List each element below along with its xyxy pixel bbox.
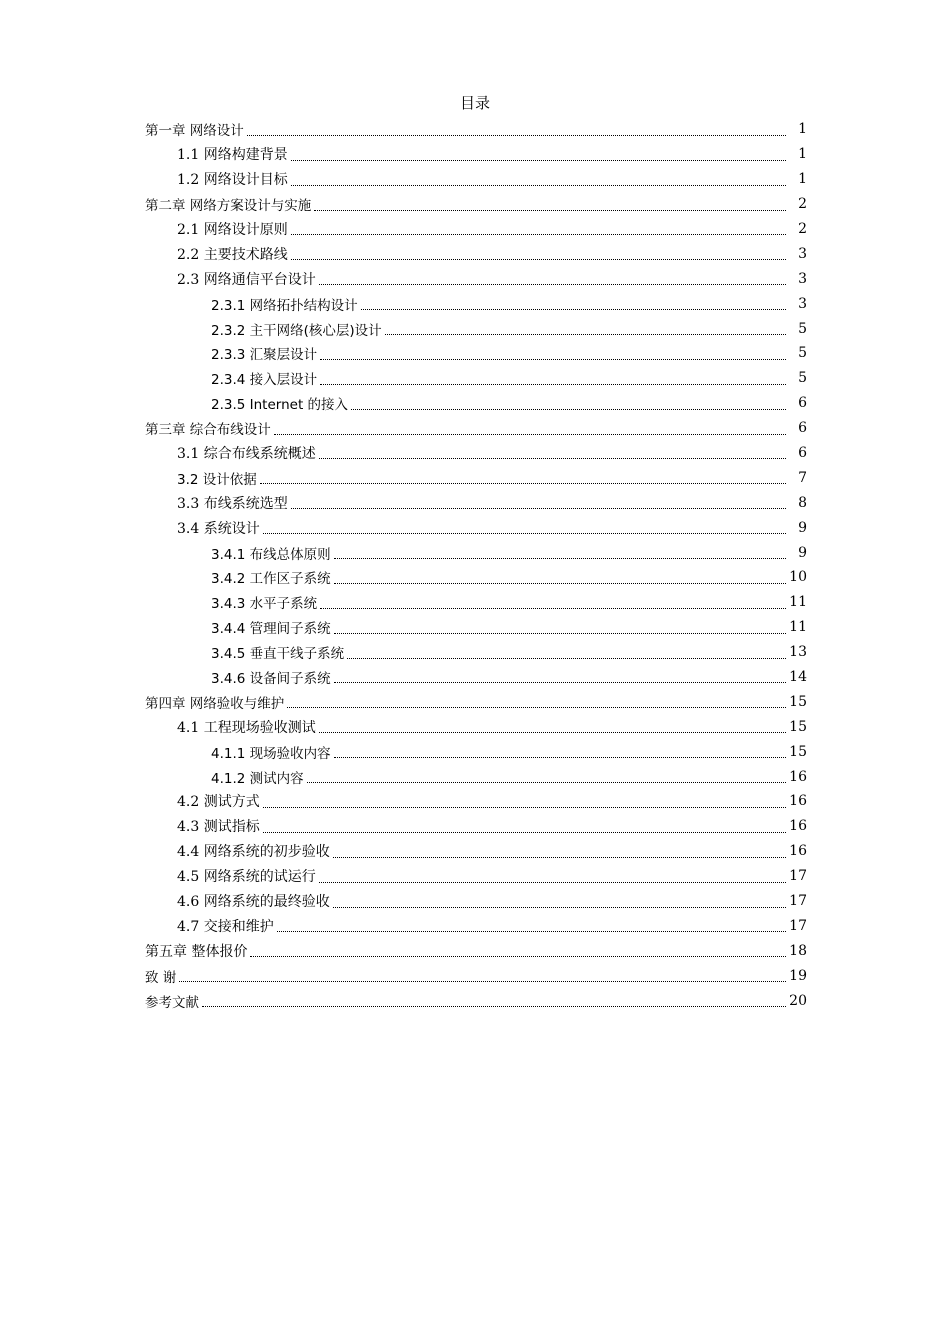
toc-title: 目录 (459, 94, 490, 112)
toc-entry-page-number: 15 (789, 693, 807, 710)
toc-entry[interactable] (145, 391, 807, 416)
dot-leader (291, 177, 786, 186)
dot-leader (250, 948, 786, 957)
toc-entry-page-number: 11 (789, 594, 807, 611)
toc-entry-label: 第二章 网络方案设计与实施 (145, 198, 312, 215)
toc-entry-page-number: 9 (798, 519, 807, 536)
toc-entry[interactable] (145, 241, 807, 266)
toc-entry[interactable] (145, 366, 807, 391)
toc-entry-page-number: 6 (798, 395, 807, 412)
toc-entry-page-number: 16 (789, 793, 807, 810)
toc-entry[interactable] (145, 465, 807, 490)
dot-leader (320, 600, 786, 609)
toc-entry-page-number: 6 (798, 420, 807, 437)
toc-entry-label: 2.2 主要技术路线 (177, 246, 288, 263)
toc-entry-label: 1.2 网络设计目标 (177, 172, 288, 189)
toc-entry[interactable] (145, 590, 807, 615)
toc-entry-label: 3.2 设计依据 (177, 471, 257, 488)
dot-leader (260, 475, 786, 484)
toc-entry-page-number: 1 (798, 121, 807, 138)
toc-entry-page-number: 1 (798, 146, 807, 163)
toc-entry[interactable] (145, 689, 807, 714)
dot-leader (334, 749, 786, 758)
toc-entry-page-number: 14 (789, 669, 807, 686)
toc-entry-page-number: 11 (789, 619, 807, 636)
toc-entry-label: 4.3 测试指标 (177, 819, 260, 836)
toc-entry-page-number: 3 (798, 245, 807, 262)
dot-leader (319, 276, 786, 285)
toc-entry[interactable] (145, 789, 807, 814)
toc-entry-label: 3.4.5 垂直干线子系统 (211, 646, 345, 663)
toc-entry-page-number: 17 (789, 917, 807, 934)
dot-leader (319, 724, 786, 733)
toc-entry-label: 第一章 网络设计 (145, 123, 244, 140)
toc-entry-page-number: 1 (798, 171, 807, 188)
toc-entry-label: 2.3.1 网络拓扑结构设计 (211, 297, 358, 314)
toc-entry[interactable] (145, 515, 807, 540)
dot-leader (247, 127, 786, 136)
toc-entry-label: 4.5 网络系统的试运行 (177, 869, 316, 886)
toc-entry[interactable] (145, 316, 807, 341)
dot-leader (361, 301, 786, 310)
toc-entry[interactable] (145, 142, 807, 167)
dot-leader (319, 450, 786, 459)
toc-entry[interactable] (145, 117, 807, 142)
toc-entry-label: 1.1 网络构建背景 (177, 147, 288, 164)
toc-entry-page-number: 17 (789, 893, 807, 910)
toc-entry[interactable] (145, 192, 807, 217)
toc-entry-label: 参考文献 (145, 994, 199, 1011)
toc-entry-page-number: 8 (798, 494, 807, 511)
toc-entry-page-number: 5 (798, 370, 807, 387)
dot-leader (263, 799, 786, 808)
toc-entry[interactable] (145, 565, 807, 590)
toc-entry-page-number: 2 (798, 196, 807, 213)
dot-leader (334, 674, 786, 683)
toc-entry-page-number: 17 (789, 868, 807, 885)
table-of-contents (145, 117, 807, 1013)
dot-leader (291, 251, 786, 260)
dot-leader (291, 500, 786, 509)
toc-entry-page-number: 13 (789, 644, 807, 661)
toc-entry-label: 4.1.1 现场验收内容 (211, 745, 331, 762)
dot-leader (347, 650, 786, 659)
dot-leader (319, 874, 786, 883)
toc-entry[interactable] (145, 938, 807, 963)
toc-entry-label: 致 谢 (145, 969, 177, 986)
toc-entry[interactable] (145, 988, 807, 1013)
toc-entry-label: 4.2 测试方式 (177, 794, 260, 811)
toc-entry-page-number: 16 (789, 818, 807, 835)
toc-entry[interactable] (145, 640, 807, 665)
toc-entry-label: 3.4.3 水平子系统 (211, 596, 318, 613)
toc-entry-page-number: 16 (789, 768, 807, 785)
dot-leader (334, 550, 786, 559)
toc-entry[interactable] (145, 490, 807, 515)
toc-entry-label: 3.1 综合布线系统概述 (177, 446, 316, 463)
toc-entry[interactable] (145, 665, 807, 690)
toc-entry-page-number: 5 (798, 320, 807, 337)
dot-leader (320, 351, 786, 360)
dot-leader (263, 824, 786, 833)
dot-leader (287, 699, 786, 708)
toc-entry-label: 2.3.3 汇聚层设计 (211, 347, 318, 364)
dot-leader (333, 899, 786, 908)
toc-entry[interactable] (145, 540, 807, 565)
toc-entry[interactable] (145, 839, 807, 864)
toc-entry-label: 3.4.4 管理间子系统 (211, 621, 331, 638)
dot-leader (333, 849, 786, 858)
dot-leader (263, 525, 786, 534)
dot-leader (334, 575, 786, 584)
toc-entry[interactable] (145, 615, 807, 640)
dot-leader (291, 152, 786, 161)
toc-entry[interactable] (145, 764, 807, 789)
toc-entry[interactable] (145, 416, 807, 441)
dot-leader (320, 376, 786, 385)
toc-entry-page-number: 3 (798, 295, 807, 312)
toc-entry-label: 2.1 网络设计原则 (177, 222, 288, 238)
toc-entry-page-number: 3 (798, 270, 807, 287)
toc-entry[interactable] (145, 291, 807, 316)
toc-entry[interactable] (145, 889, 807, 914)
dot-leader (274, 426, 786, 435)
dot-leader (307, 774, 786, 783)
toc-entry[interactable] (145, 864, 807, 889)
toc-entry-page-number: 2 (798, 221, 807, 237)
dot-leader (202, 998, 786, 1007)
toc-entry[interactable] (145, 739, 807, 764)
dot-leader (334, 625, 786, 634)
toc-entry-page-number: 20 (789, 992, 807, 1009)
toc-entry-label: 4.4 网络系统的初步验收 (177, 844, 330, 861)
toc-entry-page-number: 15 (789, 743, 807, 760)
toc-entry-label: 4.1 工程现场验收测试 (177, 719, 316, 736)
toc-entry-page-number: 10 (789, 569, 807, 586)
toc-entry-label: 4.7 交接和维护 (177, 918, 274, 935)
toc-entry-page-number: 5 (798, 345, 807, 362)
toc-entry[interactable] (145, 341, 807, 366)
toc-entry[interactable] (145, 914, 807, 939)
dot-leader (385, 326, 786, 335)
toc-entry-page-number: 16 (789, 843, 807, 860)
toc-entry-label: 第三章 综合布线设计 (145, 422, 271, 439)
toc-entry-label: 3.3 布线系统选型 (177, 495, 288, 512)
toc-entry-page-number: 7 (798, 469, 807, 486)
toc-entry-label: 3.4.6 设备间子系统 (211, 671, 331, 688)
toc-entry-label: 4.1.2 测试内容 (211, 770, 304, 787)
toc-entry-page-number: 15 (789, 718, 807, 735)
toc-entry[interactable] (145, 441, 807, 466)
toc-entry-label: 2.3.5 Internet 的接入 (211, 397, 349, 414)
toc-entry-label: 3.4 系统设计 (177, 520, 260, 537)
toc-entry-page-number: 18 (789, 942, 807, 959)
toc-entry-label: 第四章 网络验收与维护 (145, 695, 285, 712)
toc-entry[interactable] (145, 714, 807, 739)
toc-entry[interactable] (145, 266, 807, 291)
dot-leader (179, 973, 786, 982)
dot-leader (291, 226, 786, 235)
dot-leader (314, 202, 786, 211)
toc-entry-label: 2.3.4 接入层设计 (211, 372, 318, 389)
toc-entry[interactable] (145, 217, 807, 242)
toc-entry-label: 3.4.2 工作区子系统 (211, 571, 331, 588)
toc-entry-label: 2.3.2 主干网络(核心层)设计 (211, 322, 382, 339)
toc-entry-label: 3.4.1 布线总体原则 (211, 546, 331, 563)
toc-entry[interactable] (145, 167, 807, 192)
toc-entry-page-number: 19 (789, 967, 807, 984)
toc-entry-label: 2.3 网络通信平台设计 (177, 271, 316, 288)
toc-entry-label: 4.6 网络系统的最终验收 (177, 894, 330, 911)
toc-entry[interactable] (145, 963, 807, 988)
toc-entry[interactable] (145, 814, 807, 839)
toc-entry-page-number: 9 (798, 544, 807, 561)
toc-entry-page-number: 6 (798, 445, 807, 462)
dot-leader (351, 401, 786, 410)
dot-leader (277, 923, 786, 932)
toc-entry-label: 第五章 整体报价 (145, 943, 248, 960)
